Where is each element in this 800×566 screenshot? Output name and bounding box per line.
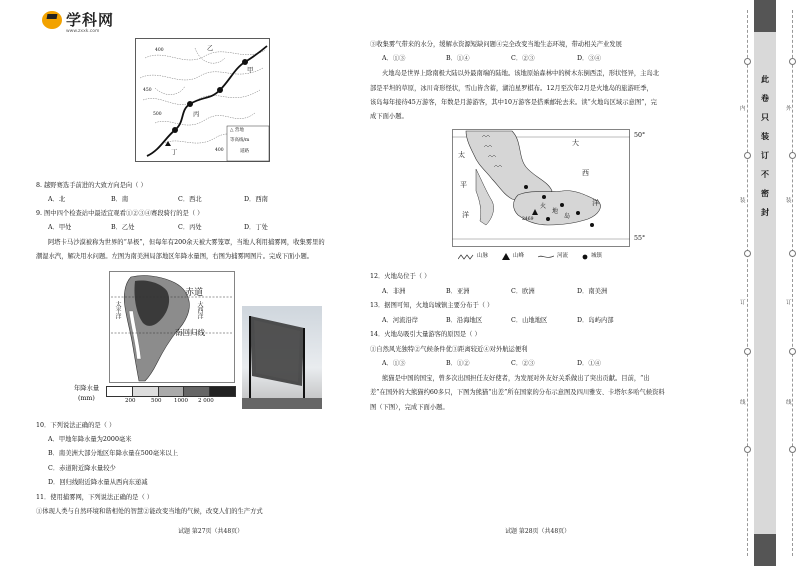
binding-hole	[789, 446, 796, 453]
q8-option-d[interactable]: D．西南	[244, 196, 268, 203]
q11-option-c[interactable]: C．②③	[511, 55, 535, 62]
map-legend-camp: △ 营地	[230, 128, 244, 133]
logo-text: 学科网	[66, 11, 115, 29]
q9-option-d[interactable]: D．丁处	[244, 224, 268, 231]
q13-stem: 13．据图可知，火地岛城镇主要分布于（ ）	[370, 302, 494, 309]
inner-cut-line	[747, 10, 748, 556]
q12-option-d[interactable]: D．南美洲	[577, 288, 608, 295]
passage3-line3: 图（下图），完成下面小题。	[370, 404, 449, 411]
q8-option-b[interactable]: B．南	[111, 196, 129, 203]
passage2-line3: 该岛每年接待45万游客，年数是月游游客，其中10万游客是搭乘邮轮去来。读“火地岛区域示意图”，完	[370, 99, 657, 106]
passage2-line4: 成下面小题。	[370, 113, 408, 120]
binding-strip-top	[754, 0, 776, 32]
inner-label-4: 线	[740, 400, 746, 406]
binding-hole	[744, 152, 751, 159]
passage1-line1: 阿塔卡马沙漠被称为世界的“旱极”，但每年有200余天被大雾笼罩，当地人利用捕雾网，收集雾里的	[48, 239, 325, 246]
binding-strip-bottom	[754, 534, 776, 566]
q11-stem: 11．使用捕雾网，下列说法正确的是（ ）	[36, 494, 154, 501]
legend-bar	[106, 386, 236, 397]
q14-option-d[interactable]: D．①④	[577, 360, 601, 367]
ocean-xi: 西	[582, 169, 589, 177]
map-legend-contour: 等高线/m	[230, 138, 250, 143]
peak-2469: 2469	[522, 217, 534, 222]
q14-option-b[interactable]: B．①②	[446, 360, 470, 367]
binding-hole	[744, 250, 751, 257]
q11-line1: ①体现人类与自然环境和谐相处的智慧②能改变当地的气候，改变人们的生产方式	[36, 508, 263, 515]
q12-option-a[interactable]: A．非洲	[382, 288, 406, 295]
river-icon	[538, 254, 554, 260]
legend-tick-200: 200	[125, 398, 136, 404]
q11-option-b[interactable]: B．①④	[446, 55, 470, 62]
legend-tick-1000: 1000	[174, 398, 188, 404]
binding-hole	[744, 348, 751, 355]
contour-map	[135, 38, 270, 162]
q14-stem: 14．火地岛吸引大量游客的原因是（ ）	[370, 331, 481, 338]
binding-hole	[789, 58, 796, 65]
q9-option-a[interactable]: A．甲处	[48, 224, 72, 231]
legend-unit: (mm)	[78, 395, 95, 402]
q9-stem: 9. 图中四个检查站中最适宜观看①②③④赛段骑行的是（ ）	[36, 210, 204, 217]
q12-stem: 12．火地岛位于（ ）	[370, 273, 431, 280]
passage3-line2: 差”在国外的大熊猫约60多只，下图为熊猫“出差”所在国家的分布示意图及四川雅安、卡塔尔多哈气候资料	[370, 389, 665, 396]
q13-option-c[interactable]: C．山地地区	[511, 317, 548, 324]
passage2-line2: 部是平坦的草原，冰川奇形怪状，雪山皆含蓄，湖泊星罗棋布。12月至次年2月是火地岛的旅游旺季，	[370, 85, 653, 92]
map-legend-road: 道路	[240, 149, 249, 154]
seal-char-4: 装	[761, 131, 769, 141]
map-label-bing: 丙	[193, 111, 200, 118]
pacific-label: 太平洋	[114, 301, 121, 319]
footer-left: 试题 第27页（共48页）	[178, 528, 244, 535]
seal-char-7: 密	[761, 188, 769, 198]
map-label-450: 450	[143, 88, 152, 93]
q12-option-b[interactable]: B．亚洲	[446, 288, 470, 295]
legend-swatch-5	[210, 387, 235, 396]
q10-stem: 10．下列说法正确的是（ ）	[36, 422, 116, 429]
inner-label-1: 内	[740, 106, 746, 112]
q10-option-a[interactable]: A．甲地年降水量为2000毫米	[48, 436, 132, 443]
fuego-map	[452, 129, 646, 247]
legend-swatch-4	[184, 387, 210, 396]
legend-title: 年降水量	[74, 385, 100, 392]
ocean-tai: 太	[458, 151, 465, 159]
q8-stem: 8. 越野赛选手前进的大致方向是向（ ）	[36, 182, 147, 189]
binding-hole	[789, 348, 796, 355]
map-label-400a: 400	[155, 48, 164, 53]
fuego-legend	[458, 252, 602, 261]
fog-net-svg	[242, 306, 322, 409]
fog-net-photo	[242, 306, 322, 409]
inner-label-2: 装	[740, 198, 746, 204]
legend-river: 河流	[557, 253, 569, 259]
right-top-line: ③收集雾气带来的水分，缓解水资源短缺问题④完全改变当地生态环境，带动相关产业发展	[370, 41, 622, 48]
legend-town: 城镇	[591, 253, 603, 259]
town-icon	[582, 254, 588, 260]
precip-map	[109, 271, 235, 383]
contour-map-svg	[135, 38, 270, 162]
map-label-ding: 丁	[171, 149, 178, 156]
legend-swatch-1	[107, 387, 133, 396]
q10-option-d[interactable]: D．回归线附近降水量从西向东递减	[48, 479, 148, 486]
atlantic-label: 大西洋	[196, 301, 203, 319]
seal-char-5: 订	[761, 150, 769, 160]
map-label-400b: 400	[215, 148, 224, 153]
map-label-jia: 甲	[247, 67, 254, 74]
ocean-da: 大	[572, 139, 579, 147]
ocean-yang2: 洋	[462, 211, 469, 219]
q8-option-c[interactable]: C．西北	[178, 196, 202, 203]
q13-option-d[interactable]: D．岛屿内部	[577, 317, 614, 324]
tropic-label: 南回归线	[175, 328, 205, 337]
mountain-range-icon	[458, 254, 474, 260]
logo-url: www.zxxk.com	[66, 29, 100, 34]
passage1-line2: 潮湿水汽，解决用水问题。左图为南美洲局部地区年降水量图，右图为捕雾网图片。完成下面小题。	[36, 253, 314, 260]
seal-char-1: 此	[761, 74, 769, 84]
binding-hole	[789, 250, 796, 257]
binding-hole	[744, 58, 751, 65]
equator-label: 赤道	[185, 288, 204, 298]
seal-char-8: 封	[761, 207, 769, 217]
outer-label-2: 装	[786, 198, 792, 204]
legend-tick-500: 500	[151, 398, 162, 404]
logo	[42, 9, 114, 30]
outer-label-4: 线	[786, 400, 792, 406]
q11-option-a[interactable]: A．①③	[382, 55, 406, 62]
footer-right: 试题 第28页（共48页）	[505, 528, 571, 535]
seal-char-6: 不	[761, 169, 769, 179]
q10-option-c[interactable]: C．赤道附近降水量较少	[48, 465, 116, 472]
q12-option-c[interactable]: C．欧洲	[511, 288, 535, 295]
seal-char-3: 只	[761, 112, 769, 122]
logo-icon	[42, 11, 62, 29]
legend-swatch-2	[133, 387, 159, 396]
island-huo: 火	[540, 203, 547, 210]
q14-option-c[interactable]: C．②③	[511, 360, 535, 367]
precip-map-svg	[109, 271, 235, 383]
inner-label-3: 订	[740, 300, 746, 306]
legend-mountains: 山脉	[477, 253, 489, 259]
outer-label-1: 外	[786, 106, 792, 112]
q14-line1: ①自然风光独特②气候条件优③距离较近④对外航运便利	[370, 346, 528, 353]
binding-hole	[789, 152, 796, 159]
map-label-yi: 乙	[207, 45, 214, 52]
outer-label-3: 订	[786, 300, 792, 306]
outer-cut-line	[792, 10, 793, 556]
fuego-map-svg	[452, 129, 630, 247]
legend-swatch-3	[159, 387, 185, 396]
q13-option-a[interactable]: A．河流沿岸	[382, 317, 419, 324]
legend-peak: 山峰	[513, 253, 525, 259]
lat-50: 50°	[634, 132, 646, 139]
ocean-yang1: 洋	[592, 199, 599, 207]
passage2-line1: 火地岛是世界上除南极大陆以外最南端的陆地。该地原始森林中的树木东倒西歪，形状怪异，主岛北	[382, 70, 660, 77]
lat-55: 55°	[634, 235, 646, 242]
q11-option-d[interactable]: D．③④	[577, 55, 601, 62]
q10-option-b[interactable]: B．南美洲大部分地区年降水量在500毫米以上	[48, 450, 178, 457]
q13-option-b[interactable]: B．沿海地区	[446, 317, 483, 324]
island-dao: 岛	[564, 213, 571, 220]
q9-option-b[interactable]: B．乙处	[111, 224, 135, 231]
q14-option-a[interactable]: A．①③	[382, 360, 406, 367]
map-label-500: 500	[153, 112, 162, 117]
legend-tick-2000: 2 000	[198, 398, 214, 404]
q8-option-a[interactable]: A．北	[48, 196, 66, 203]
passage3-line1: 熊猫是中国的国宝，曾多次出国担任友好使者，为发展对外友好关系做出了突出贡献。目前，“出	[382, 375, 650, 382]
peak-icon	[502, 253, 510, 260]
seal-char-2: 卷	[761, 93, 769, 103]
ocean-ping: 平	[460, 181, 467, 189]
island-di: 地	[552, 208, 559, 215]
binding-hole	[744, 446, 751, 453]
q9-option-c[interactable]: C．丙处	[178, 224, 202, 231]
